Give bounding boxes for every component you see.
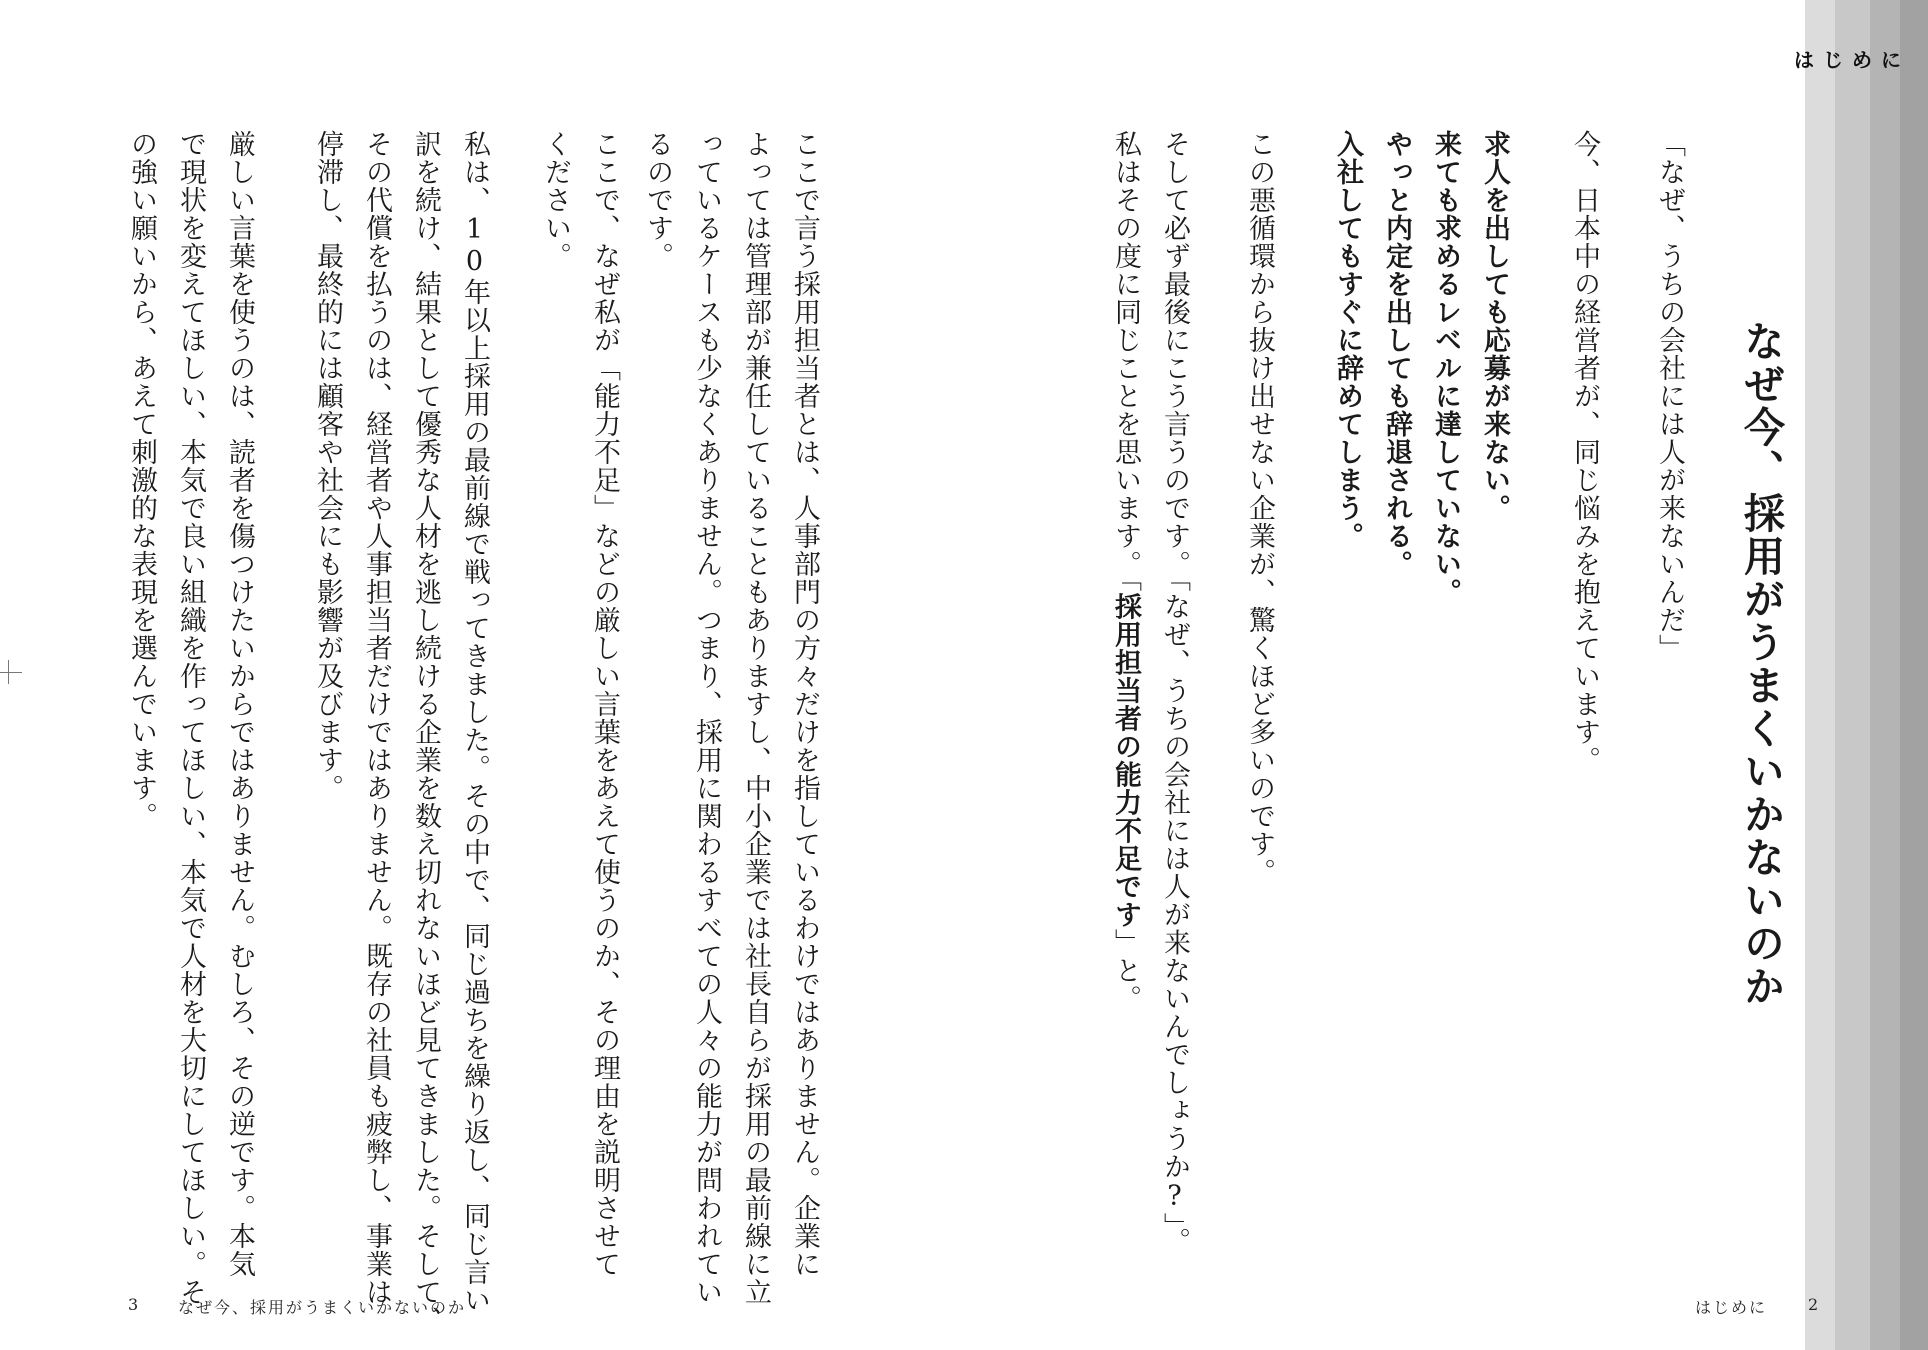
paragraph-line: 訳を続け、結果として優秀な人材を逃し続ける企業を数え切れないほど見てきました。そして、 [410,130,441,1334]
paragraph-line: っているケースも少なくありません。つまり、採用に関わるすべての人々の能力が問われてい [691,130,722,1306]
paragraph-line: 停滞し、最終的には顧客や社会にも影響が及びます。 [312,130,343,802]
page-number: 2 [1808,1295,1821,1314]
paragraph: この悪循環から抜け出せない企業が、驚くほど多いのです。 [1244,130,1275,886]
crop-mark [0,672,22,673]
edge-tab-bar [1805,0,1835,1350]
bold-line: 求人を出しても応募が来ない。 [1479,130,1510,522]
paragraph-line: そして必ず最後にこう言うのです。「なぜ、うちの会社には人が来ないんでしょうか?」。 [1159,130,1190,1255]
bold-line: やっと内定を出しても辞退される。 [1381,130,1412,578]
emphasis-text: 採用担当者の能力不足です [1110,592,1141,929]
edge-tab-bar [1835,0,1870,1350]
paragraph-line: 厳しい言葉を使うのは、読者を傷つけたいからではありません。むしろ、その逆です。本気 [224,130,255,1278]
edge-tab-bar [1870,0,1900,1350]
crop-mark [8,660,9,684]
paragraph-line: るのです。 [642,130,673,270]
paragraph-line [1101,130,1150,1280]
chapter-tab-label: はじめに [1794,48,1910,72]
paragraph-line: ここで、なぜ私が「能力不足」などの厳しい言葉をあえて使うのか、その理由を説明させて [589,130,620,1278]
paragraph-line: で現状を変えてほしい、本気で良い組織を作ってほしい、本気で人材を大切にしてほしい。そ [175,130,206,1306]
paragraph-line: よっては管理部が兼任していることもありますし、中小企業では社長自らが採用の最前線に立 [740,130,771,1306]
running-title: はじめに [1695,1298,1768,1317]
paragraph-line: ここで言う採用担当者とは、人事部門の方々だけを指しているわけではありません。企業に [789,130,820,1278]
paragraph-line: その代償を払うのは、経営者や人事担当者だけではありません。既存の社員も疲弊し、事業は [361,130,392,1306]
paragraph-line: 私は、10年以上採用の最前線で戦ってきました。その中で、同じ過ちを繰り返し、同じ言い [459,130,490,1314]
paragraph-line: の強い願いから、あえて刺激的な表現を選んでいます。 [126,130,157,830]
chapter-title: なぜ今、採用がうまくいかないのか [1737,320,1785,1008]
bold-line: 来ても求めるレベルに達していない。 [1430,130,1461,606]
paragraph-quote: 「なぜ、うちの会社には人が来ないんだ」 [1654,130,1685,662]
text-span: 私はその度に同じことを思います。「 [1110,130,1141,593]
edge-tab-bar [1900,0,1928,1350]
running-title: なぜ今、採用がうまくいかないのか [178,1298,467,1317]
page-number: 3 [128,1295,141,1314]
paragraph-line: ください。 [540,130,571,270]
bold-line: 入社してもすぐに辞めてしまう。 [1332,130,1363,550]
paragraph: 今、日本中の経営者が、同じ悩みを抱えています。 [1569,130,1600,774]
text-span: 」と。 [1110,928,1141,1013]
